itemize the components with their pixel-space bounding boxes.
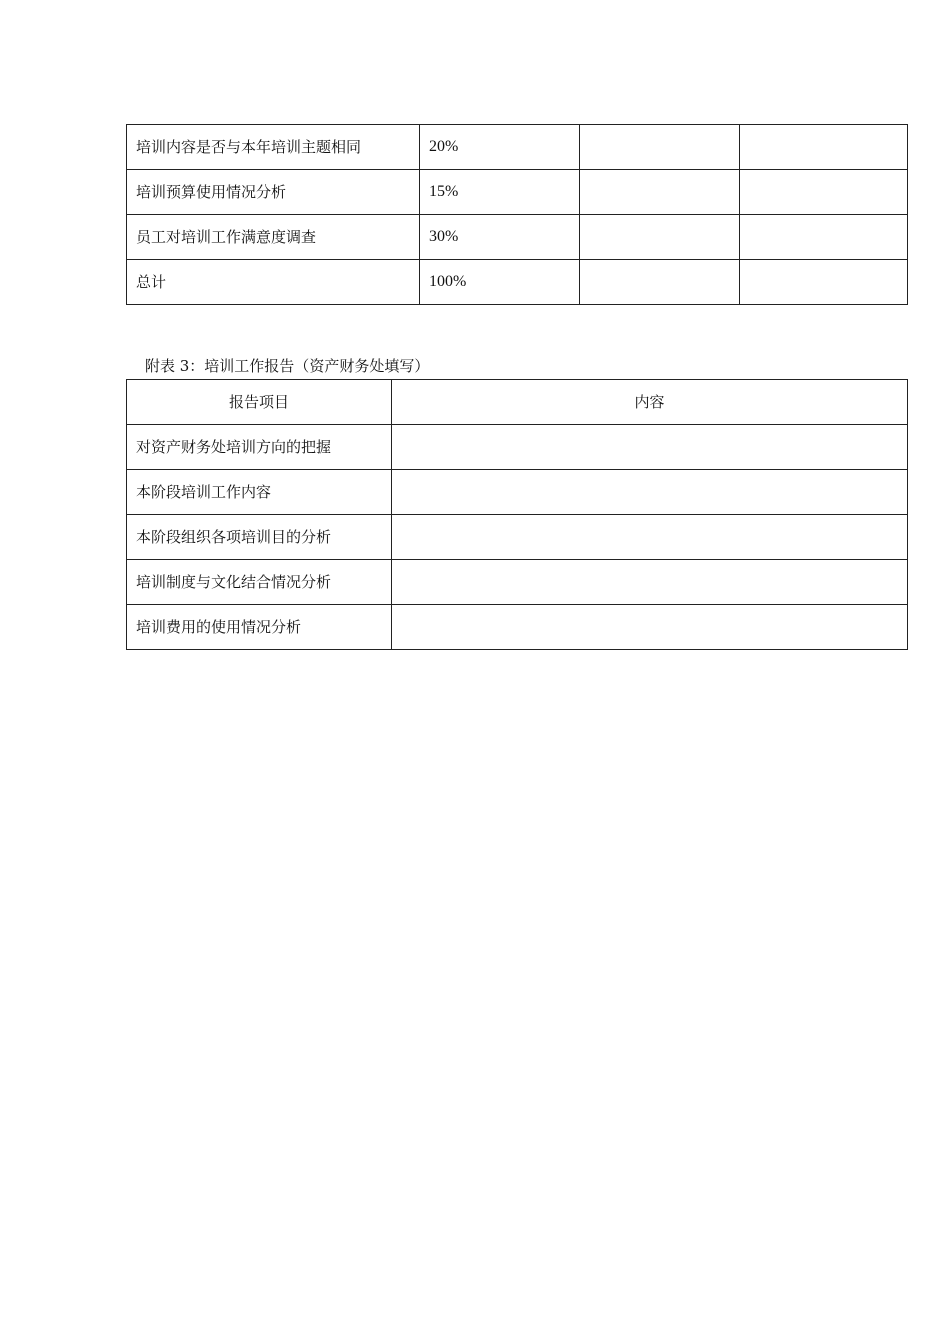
empty-score-cell bbox=[740, 125, 908, 170]
table-row bbox=[127, 125, 908, 170]
table-row bbox=[127, 425, 908, 470]
table-row bbox=[127, 515, 908, 560]
table-row bbox=[127, 470, 908, 515]
total-weight-cell: 100% bbox=[420, 260, 580, 305]
weight-cell: 30% bbox=[420, 215, 580, 260]
report-content-cell[interactable] bbox=[392, 560, 908, 605]
table-header-row bbox=[127, 380, 908, 425]
table-row bbox=[127, 605, 908, 650]
empty-score-cell bbox=[580, 260, 740, 305]
table-row bbox=[127, 215, 908, 260]
weight-cell: 15% bbox=[420, 170, 580, 215]
table-row bbox=[127, 260, 908, 305]
empty-score-cell bbox=[740, 215, 908, 260]
evaluation-item-cell: 培训预算使用情况分析 bbox=[127, 170, 420, 215]
report-content-cell[interactable] bbox=[392, 515, 908, 560]
table-row bbox=[127, 560, 908, 605]
report-item-cell: 培训费用的使用情况分析 bbox=[127, 605, 392, 650]
empty-score-cell bbox=[580, 170, 740, 215]
weight-cell: 20% bbox=[420, 125, 580, 170]
report-item-cell: 本阶段组织各项培训目的分析 bbox=[127, 515, 392, 560]
header-report-item: 报告项目 bbox=[127, 380, 392, 425]
total-label-cell: 总计 bbox=[127, 260, 420, 305]
report-content-cell[interactable] bbox=[392, 425, 908, 470]
training-report-table bbox=[126, 379, 908, 650]
report-item-cell: 培训制度与文化结合情况分析 bbox=[127, 560, 392, 605]
empty-score-cell bbox=[580, 125, 740, 170]
header-content: 内容 bbox=[392, 380, 908, 425]
report-content-cell[interactable] bbox=[392, 470, 908, 515]
table-row bbox=[127, 170, 908, 215]
report-table-caption: 附表 3：培训工作报告（资产财务处填写） bbox=[145, 357, 430, 375]
empty-score-cell bbox=[740, 260, 908, 305]
empty-score-cell bbox=[740, 170, 908, 215]
report-content-cell[interactable] bbox=[392, 605, 908, 650]
evaluation-item-cell: 培训内容是否与本年培训主题相同 bbox=[127, 125, 420, 170]
report-item-cell: 本阶段培训工作内容 bbox=[127, 470, 392, 515]
empty-score-cell bbox=[580, 215, 740, 260]
report-item-cell: 对资产财务处培训方向的把握 bbox=[127, 425, 392, 470]
evaluation-item-cell: 员工对培训工作满意度调查 bbox=[127, 215, 420, 260]
evaluation-weight-table bbox=[126, 124, 908, 305]
